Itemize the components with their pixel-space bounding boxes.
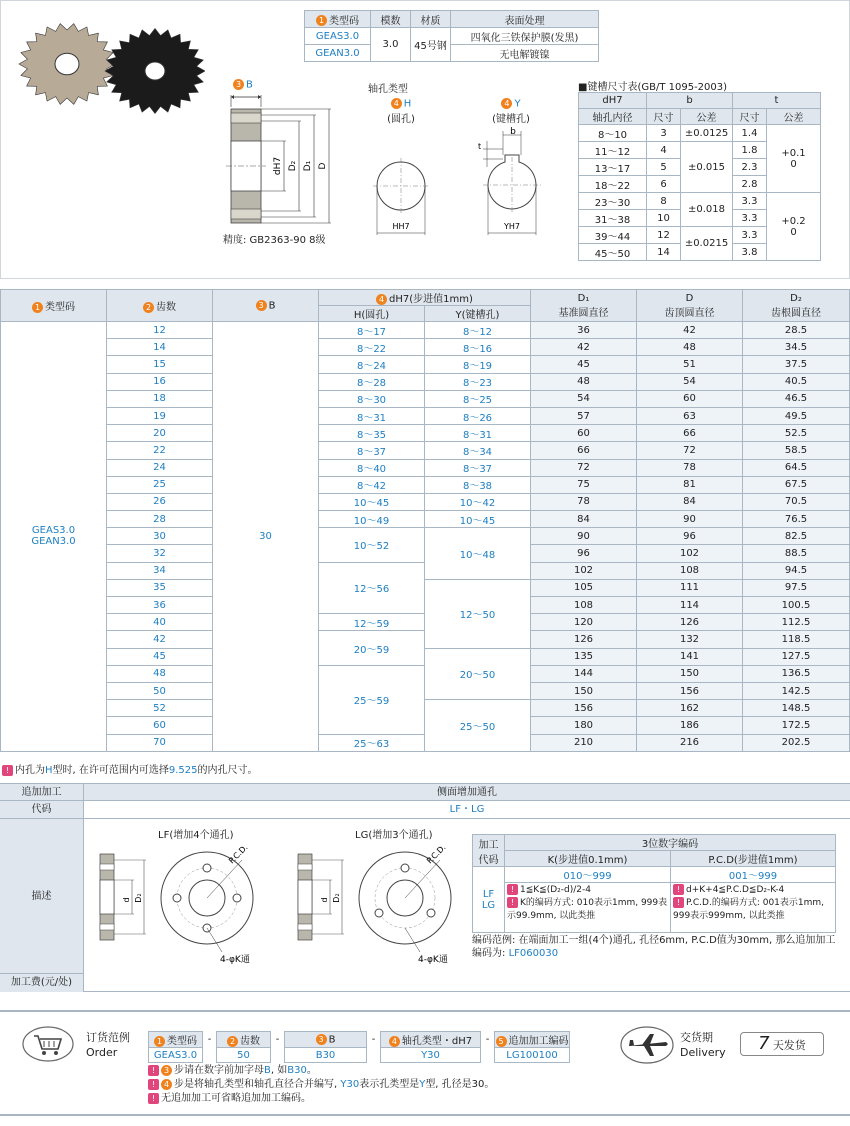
teeth-cell: 45 <box>107 648 213 665</box>
teeth-cell: 22 <box>107 442 213 459</box>
lg-d2-label: D₂ <box>332 893 341 903</box>
d2-cell: 172.5 <box>743 717 850 734</box>
d-cell: 60 <box>637 390 743 407</box>
d1-cell: 126 <box>531 631 637 648</box>
d2-cell: 64.5 <box>743 459 850 476</box>
delivery-title: 交货期 Delivery <box>680 1031 726 1059</box>
d-cell: 114 <box>637 597 743 614</box>
d-cell: 81 <box>637 476 743 493</box>
d2-cell: 202.5 <box>743 734 850 751</box>
d2-cell: 49.5 <box>743 407 850 424</box>
d2-cell: 46.5 <box>743 390 850 407</box>
table-row <box>1 339 850 356</box>
h-range-cell: 10～49 <box>319 511 425 528</box>
dh7-label: dH7 <box>273 156 283 176</box>
teeth-cell: 28 <box>107 511 213 528</box>
h-range-cell: 10～52 <box>319 528 425 562</box>
lg-holes-label: 4-φK通 <box>418 955 448 965</box>
d2-cell: 118.5 <box>743 631 850 648</box>
d1-cell: 102 <box>531 562 637 579</box>
teeth-cell: 12 <box>107 322 213 339</box>
h-range-cell: 8～17 <box>319 322 425 339</box>
d2-cell: 82.5 <box>743 528 850 545</box>
precision-text: 精度: GB2363-90 8级 <box>223 235 326 246</box>
table-row <box>1 356 850 373</box>
y-range-cell: 8～26 <box>425 407 531 424</box>
y-range-cell: 10～48 <box>425 528 531 580</box>
bore-y-label: 4 Y (键槽孔) <box>492 98 530 125</box>
d2-cell: 100.5 <box>743 597 850 614</box>
y-b-label: b <box>510 127 516 137</box>
h-range-cell: 12～59 <box>319 614 425 631</box>
h-range-cell: 8～35 <box>319 425 425 442</box>
d1-cell: 75 <box>531 476 637 493</box>
h-range-cell: 25～63 <box>319 734 425 751</box>
top-section <box>0 0 850 279</box>
d-cell: 162 <box>637 700 743 717</box>
lg-drawing <box>290 840 470 970</box>
d1-label: D₁ <box>303 160 313 172</box>
lf-drawing <box>92 840 272 970</box>
table-row <box>1 528 850 545</box>
h-dim-label: HH7 <box>392 222 410 231</box>
y-range-cell: 8～31 <box>425 425 531 442</box>
table-row <box>1 511 850 528</box>
table-row <box>1 700 850 717</box>
y-t-label: t <box>478 142 482 151</box>
d2-cell: 76.5 <box>743 511 850 528</box>
delivery-plane-icon <box>620 1026 674 1064</box>
order-title: 订货范例 Order <box>86 1031 130 1059</box>
d1-cell: 42 <box>531 339 637 356</box>
teeth-cell: 34 <box>107 562 213 579</box>
teeth-cell: 60 <box>107 717 213 734</box>
code-example: 编码范例: 在端面加工一组(4个)通孔, 孔径6mm, P.C.D值为30mm, 那么追加加工编码为: LF060030 <box>472 935 836 959</box>
bore-note: ! 内孔为H型时, 在许可范围内可选择9.525的内孔尺寸。 <box>2 761 258 776</box>
teeth-cell: 20 <box>107 425 213 442</box>
d-label: D <box>318 162 328 170</box>
table-row <box>1 425 850 442</box>
order-example-table: 1 类型码 - 2 齿数 - 3 B - 4 轴孔类型・dH7 - 5 追加加工编码 GEAS3.0 50 B30 Y30 LG100100 <box>148 1031 570 1063</box>
order-note: ! 4 步是将轴孔类型和轴孔直径合并编写, Y30表示孔类型是Y型, 孔径是30。 <box>148 1078 494 1092</box>
table-row <box>1 322 850 339</box>
table-row <box>1 648 850 665</box>
keyway-title: ■键槽尺寸表(GB/T 1095-2003) <box>578 82 728 93</box>
lf-d2-label: D₂ <box>134 893 143 903</box>
d2-cell: 88.5 <box>743 545 850 562</box>
d1-cell: 120 <box>531 614 637 631</box>
teeth-cell: 19 <box>107 407 213 424</box>
table-row <box>1 493 850 510</box>
delivery-box: 7 天发货 <box>740 1032 824 1056</box>
d-cell: 186 <box>637 717 743 734</box>
y-range-cell: 8～25 <box>425 390 531 407</box>
y-range-cell: 20～50 <box>425 648 531 700</box>
b-label: 3 B <box>233 79 253 91</box>
code-value: LF・LG <box>84 801 850 819</box>
spec-table: 1 类型码 2 齿数 3 B 4 dH7(步进值1mm) D₁ 基准圆直径 D 齿顶圆直径 D₂ 齿根圆直径 H(圆孔) Y(键槽孔) GEAS3.0 GEAN3.0 12 30 8～17 8～12 36 42 28.5 14 8～22 8～16 42 48 34.5 15 8～24 8～19 45 51 37.5 16 8～28 8～23 48 54 40.5 18 8～30 8～25 54 60 46.5 19 8～31 8～26 57 63 49.5 20 8～35 8～31 60 66 52.5 22 8～37 8～34 66 72 58.5 24 8～40 8～37 72 78 64.5 25 8～42 8～38 75 81 67.5 26 10～45 10～42 78 84 70.5 28 10～49 10～45 84 90 76.5 30 10～52 10～48 90 96 82.5 32 96 102 88.5 34 12～56 102 108 94.5 35 12～50 105 111 97.5 36 108 114 100.5 40 12～59 120 126 112.5 42 20～59 126 132 118.5 45 20～50 135 141 127.5 48 25～59 144 150 136.5 50 150 156 142.5 52 25～50 156 162 148.5 60 180 186 172.5 70 25～63 210 216 202.5 <box>0 289 850 752</box>
order-section <box>0 1010 850 1116</box>
teeth-cell: 48 <box>107 665 213 682</box>
d-cell: 72 <box>637 442 743 459</box>
y-range-cell: 8～38 <box>425 476 531 493</box>
d1-cell: 210 <box>531 734 637 751</box>
lf-title: LF(增加4个通孔) <box>158 830 234 841</box>
h-range-cell: 8～40 <box>319 459 425 476</box>
d-cell: 84 <box>637 493 743 510</box>
d-cell: 90 <box>637 511 743 528</box>
d-cell: 48 <box>637 339 743 356</box>
teeth-cell: 16 <box>107 373 213 390</box>
table-row <box>1 476 850 493</box>
type-table: 1 类型码 模数 材质 表面处理 GEAS3.0 3.0 45号钢 四氧化三铁保护膜(发黑) GEAN3.0 无电解镀镍 <box>304 10 599 62</box>
d-cell: 108 <box>637 562 743 579</box>
y-range-cell: 8～19 <box>425 356 531 373</box>
teeth-cell: 40 <box>107 614 213 631</box>
y-range-cell: 8～12 <box>425 322 531 339</box>
y-dim-label: YH7 <box>504 222 520 231</box>
y-range-cell: 12～50 <box>425 579 531 648</box>
teeth-cell: 30 <box>107 528 213 545</box>
teeth-cell: 14 <box>107 339 213 356</box>
d1-cell: 144 <box>531 665 637 682</box>
d-cell: 141 <box>637 648 743 665</box>
h-range-cell: 8～37 <box>319 442 425 459</box>
y-range-cell: 25～50 <box>425 700 531 752</box>
d1-cell: 180 <box>531 717 637 734</box>
d2-cell: 67.5 <box>743 476 850 493</box>
table-row <box>1 442 850 459</box>
d2-cell: 136.5 <box>743 665 850 682</box>
d-cell: 216 <box>637 734 743 751</box>
y-range-cell: 8～37 <box>425 459 531 476</box>
teeth-cell: 18 <box>107 390 213 407</box>
h-range-cell: 8～31 <box>319 407 425 424</box>
b-cell: 30 <box>213 322 319 752</box>
gear-side-drawing <box>206 93 341 233</box>
y-range-cell: 10～45 <box>425 511 531 528</box>
lf-holes-label: 4-φK通 <box>220 955 250 965</box>
d2-cell: 37.5 <box>743 356 850 373</box>
d1-cell: 48 <box>531 373 637 390</box>
d-cell: 42 <box>637 322 743 339</box>
table-row <box>1 579 850 596</box>
y-range-cell: 8～34 <box>425 442 531 459</box>
d2-cell: 127.5 <box>743 648 850 665</box>
desc-label: 描述 <box>0 819 84 974</box>
h-range-cell: 10～45 <box>319 493 425 510</box>
bore-type-title: 轴孔类型 <box>368 84 408 95</box>
d1-cell: 54 <box>531 390 637 407</box>
teeth-cell: 25 <box>107 476 213 493</box>
d2-cell: 94.5 <box>743 562 850 579</box>
lf-pcd-label: P.C.D. <box>227 842 250 866</box>
h-range-cell: 8～24 <box>319 356 425 373</box>
d-cell: 96 <box>637 528 743 545</box>
table-row <box>1 373 850 390</box>
d2-cell: 97.5 <box>743 579 850 596</box>
d1-cell: 66 <box>531 442 637 459</box>
lf-d-label: d <box>122 897 131 903</box>
bore-h-drawing <box>371 151 441 241</box>
d2-cell: 58.5 <box>743 442 850 459</box>
d-cell: 78 <box>637 459 743 476</box>
extra-processing <box>0 783 850 992</box>
d1-cell: 105 <box>531 579 637 596</box>
teeth-cell: 15 <box>107 356 213 373</box>
d1-cell: 57 <box>531 407 637 424</box>
d-cell: 111 <box>637 579 743 596</box>
d1-cell: 135 <box>531 648 637 665</box>
type-code-cell: GEAS3.0 GEAN3.0 <box>1 322 107 752</box>
y-range-cell: 8～23 <box>425 373 531 390</box>
d2-cell: 142.5 <box>743 682 850 699</box>
d2-cell: 112.5 <box>743 614 850 631</box>
h-range-cell: 8～28 <box>319 373 425 390</box>
code-table: 加工 代码 3位数字编码 K(步进值0.1mm) P.C.D(步进值1mm) LF LG 010～999 001～999 ! 1≦K≦(D₂-d)/2-4 ! K的编码方式: 010表示1mm, 999表示99.9mm, 以此类推 ! d+K+4≦P.C.D≦D₂-K-4 ! P.C.D.的编码方式: 001表示1mm, 999表示999mm, 以此类推 <box>472 834 836 933</box>
table-row <box>1 390 850 407</box>
d1-cell: 45 <box>531 356 637 373</box>
cart-icon <box>22 1026 74 1062</box>
d-cell: 66 <box>637 425 743 442</box>
teeth-cell: 26 <box>107 493 213 510</box>
d2-cell: 148.5 <box>743 700 850 717</box>
gear-product-image <box>15 9 205 129</box>
d2-cell: 70.5 <box>743 493 850 510</box>
d1-cell: 90 <box>531 528 637 545</box>
extra-head-label: 追加加工 <box>0 784 84 801</box>
d1-cell: 60 <box>531 425 637 442</box>
d2-cell: 40.5 <box>743 373 850 390</box>
lg-pcd-label: P.C.D. <box>425 842 448 866</box>
d-cell: 51 <box>637 356 743 373</box>
d-cell: 102 <box>637 545 743 562</box>
h-range-cell: 8～22 <box>319 339 425 356</box>
d1-cell: 84 <box>531 511 637 528</box>
teeth-cell: 24 <box>107 459 213 476</box>
d1-cell: 96 <box>531 545 637 562</box>
d2-label: D₂ <box>288 160 298 172</box>
bore-y-drawing <box>473 127 553 241</box>
d1-cell: 36 <box>531 322 637 339</box>
teeth-cell: 52 <box>107 700 213 717</box>
fee-label: 加工费(元/处) <box>0 974 84 992</box>
order-note: ! 无追加加工可省略追加加工编码。 <box>148 1092 494 1106</box>
y-range-cell: 8～16 <box>425 339 531 356</box>
order-note: ! 3 步请在数字前加字母B, 如B30。 <box>148 1064 494 1078</box>
teeth-cell: 32 <box>107 545 213 562</box>
d1-cell: 72 <box>531 459 637 476</box>
d-cell: 54 <box>637 373 743 390</box>
d2-cell: 52.5 <box>743 425 850 442</box>
lg-d-label: d <box>320 897 329 903</box>
d1-cell: 78 <box>531 493 637 510</box>
h-range-cell: 8～30 <box>319 390 425 407</box>
d-cell: 156 <box>637 682 743 699</box>
h-range-cell: 8～42 <box>319 476 425 493</box>
table-row <box>1 459 850 476</box>
d1-cell: 108 <box>531 597 637 614</box>
order-notes <box>148 1064 494 1106</box>
teeth-cell: 42 <box>107 631 213 648</box>
extra-side-head: 侧面增加通孔 <box>84 784 850 801</box>
d2-cell: 34.5 <box>743 339 850 356</box>
d-cell: 63 <box>637 407 743 424</box>
table-row <box>1 407 850 424</box>
teeth-cell: 50 <box>107 682 213 699</box>
code-label: 代码 <box>0 801 84 819</box>
d1-cell: 150 <box>531 682 637 699</box>
d-cell: 132 <box>637 631 743 648</box>
teeth-cell: 70 <box>107 734 213 751</box>
d-cell: 126 <box>637 614 743 631</box>
y-range-cell: 10～42 <box>425 493 531 510</box>
lg-title: LG(增加3个通孔) <box>355 830 433 841</box>
h-range-cell: 25～59 <box>319 665 425 734</box>
h-range-cell: 12～56 <box>319 562 425 614</box>
h-range-cell: 20～59 <box>319 631 425 665</box>
d2-cell: 28.5 <box>743 322 850 339</box>
bore-h-label: 4 H (圆孔) <box>387 98 415 125</box>
teeth-cell: 36 <box>107 597 213 614</box>
d1-cell: 156 <box>531 700 637 717</box>
d-cell: 150 <box>637 665 743 682</box>
teeth-cell: 35 <box>107 579 213 596</box>
keyway-table: dH7 b t 轴孔内径 尺寸 公差 尺寸 公差 8～10 3 ±0.0125 1.4 +0.1 0 11～12 4 ±0.015 1.8 13～17 5 2.3 18～22 6 2.8 23～30 8 ±0.018 3.3 +0.2 0 31～38 10 3.3 39～44 12 ±0.0215 3.3 45～50 14 3.8 <box>578 92 821 261</box>
